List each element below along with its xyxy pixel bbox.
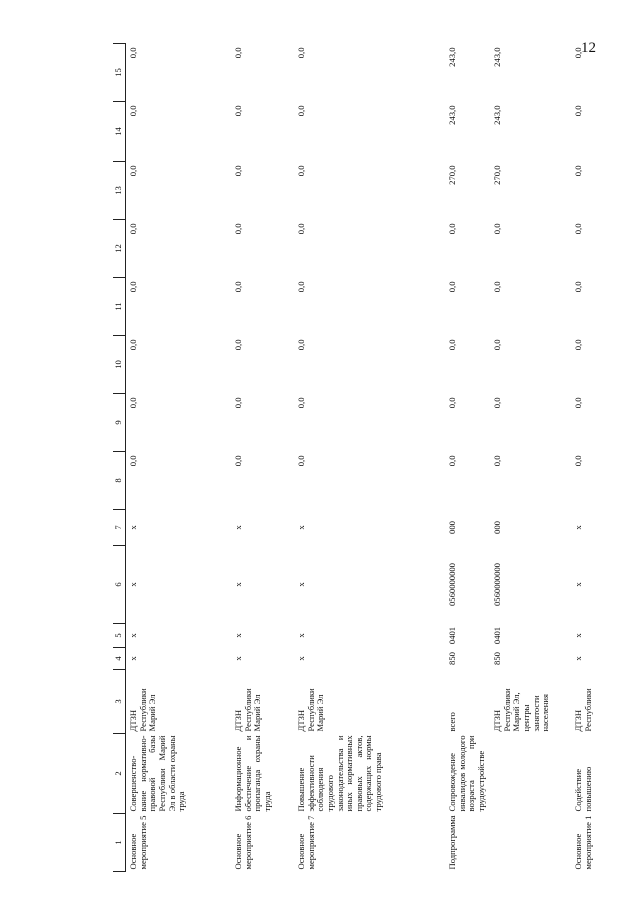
col-header: 1 [113,814,126,872]
cell-value: 0,0 [296,397,306,409]
col-header: 10 [113,336,126,394]
cell-value: 0,0 [296,339,306,351]
col-header: 13 [113,162,126,220]
cell-code: x [573,656,583,661]
cell-value: 0,0 [233,397,243,409]
cell-code: 0401 [447,626,457,645]
col-header: 12 [113,220,126,278]
cell-value: 0,0 [296,223,306,235]
cell-code: 850 [447,652,457,665]
col-header: 3 [113,670,126,734]
cell-value: 0,0 [573,223,583,235]
cell-value: 0,0 [233,455,243,467]
cell-value: 0,0 [447,223,457,235]
cell-value: 270,0 [447,165,457,185]
cell-value: 0,0 [296,455,306,467]
row-title: Совершенство-вание нормативно-правовой базы Республики Марий Эл в области охраны труда [128,735,187,812]
row-executor: всего [447,712,457,732]
cell-code: x [296,656,306,661]
table-row [571,44,608,872]
row-title: Информационное обеспечение и пропаганда охраны труда [233,735,272,812]
cell-code: x [128,582,138,587]
col-header: 5 [113,624,126,648]
cell-value: 0,0 [447,455,457,467]
row-type: Подпрограмма [447,815,457,870]
cell-code: x [233,656,243,661]
cell-value: 0,0 [296,47,306,59]
cell-code: x [128,633,138,638]
cell-value: 243,0 [447,105,457,125]
row-executor: ДТЗН Республики [573,688,593,732]
cell-value: 0,0 [296,105,306,117]
table-row [445,44,490,872]
cell-code: 000 [492,521,502,534]
cell-value: 0,0 [447,281,457,293]
table-row [126,44,232,872]
cell-value: 0,0 [492,281,502,293]
cell-code: x [128,656,138,661]
cell-value: 0,0 [447,397,457,409]
row-type: Основное мероприятие 5 [128,815,148,870]
table-row [294,44,445,872]
cell-value: 0,0 [128,281,138,293]
col-header: 14 [113,102,126,162]
row-executor: ДТЗН Республики Марий Эл [128,688,158,732]
cell-code: x [128,525,138,530]
cell-value: 0,0 [492,339,502,351]
page-number: 12 [581,40,596,56]
header-row [113,44,126,872]
cell-code: x [296,633,306,638]
row-type: Основное мероприятие 1 [573,815,593,870]
col-header: 2 [113,734,126,814]
cell-value: 0,0 [492,223,502,235]
cell-code: x [233,582,243,587]
cell-value: 0,0 [233,165,243,177]
budget-table-rotated [113,44,593,872]
cell-value: 0,0 [128,339,138,351]
cell-code: 000 [447,521,457,534]
col-header: 15 [113,44,126,102]
cell-value: 0,0 [492,397,502,409]
cell-code: 0560000000 [492,563,502,606]
row-executor: ДТЗН Республики Марий Эл [296,688,326,732]
cell-code: x [233,525,243,530]
cell-value: 0,0 [233,105,243,117]
cell-value: 0,0 [128,105,138,117]
row-type: Основное мероприятие 6 [233,815,253,870]
cell-value: 0,0 [128,165,138,177]
cell-code: 0401 [492,626,502,645]
cell-value: 243,0 [447,47,457,67]
budget-table [113,43,608,872]
cell-value: 0,0 [573,105,583,117]
cell-code: x [573,633,583,638]
cell-code: x [573,582,583,587]
cell-value: 0,0 [233,47,243,59]
cell-code: x [233,633,243,638]
cell-value: 0,0 [573,165,583,177]
cell-code: x [573,525,583,530]
cell-value: 0,0 [492,455,502,467]
col-header: 7 [113,510,126,546]
col-header: 9 [113,394,126,452]
cell-value: 243,0 [492,47,502,67]
cell-value: 0,0 [573,47,583,59]
cell-value: 0,0 [233,281,243,293]
cell-value: 243,0 [492,105,502,125]
cell-code: 0560000000 [447,563,457,606]
row-title: Повышение эффективности соблюдения трудового законодательства и иных нормативных правовых актов, содержащих нормы трудового права [296,735,383,812]
col-header: 4 [113,648,126,670]
cell-code: x [296,582,306,587]
cell-value: 0,0 [128,397,138,409]
cell-value: 270,0 [492,165,502,185]
col-header: 8 [113,452,126,510]
cell-value: 0,0 [128,223,138,235]
cell-value: 0,0 [233,339,243,351]
cell-value: 0,0 [296,165,306,177]
row-executor: ДТЗН Республики Марий Эл [233,688,263,732]
cell-value: 0,0 [296,281,306,293]
cell-value: 0,0 [128,455,138,467]
row-title: Сопровождение инвалидов молодого возраста при трудоустройстве [447,735,486,812]
cell-value: 0,0 [573,397,583,409]
cell-code: 850 [492,652,502,665]
col-header: 6 [113,546,126,624]
cell-code: x [296,525,306,530]
table-row [231,44,294,872]
cell-value: 0,0 [573,281,583,293]
col-header: 11 [113,278,126,336]
row-type [490,814,571,872]
cell-value: 0,0 [233,223,243,235]
row-executor: ДТЗН Республики Марий Эл, центры занятости населения [492,688,551,732]
cell-value: 0,0 [573,455,583,467]
row-type: Основное мероприятие 7 [296,815,316,870]
cell-value: 0,0 [573,339,583,351]
row-title: Содействие повышению [573,766,593,812]
cell-value: 0,0 [128,47,138,59]
cell-value: 0,0 [447,339,457,351]
